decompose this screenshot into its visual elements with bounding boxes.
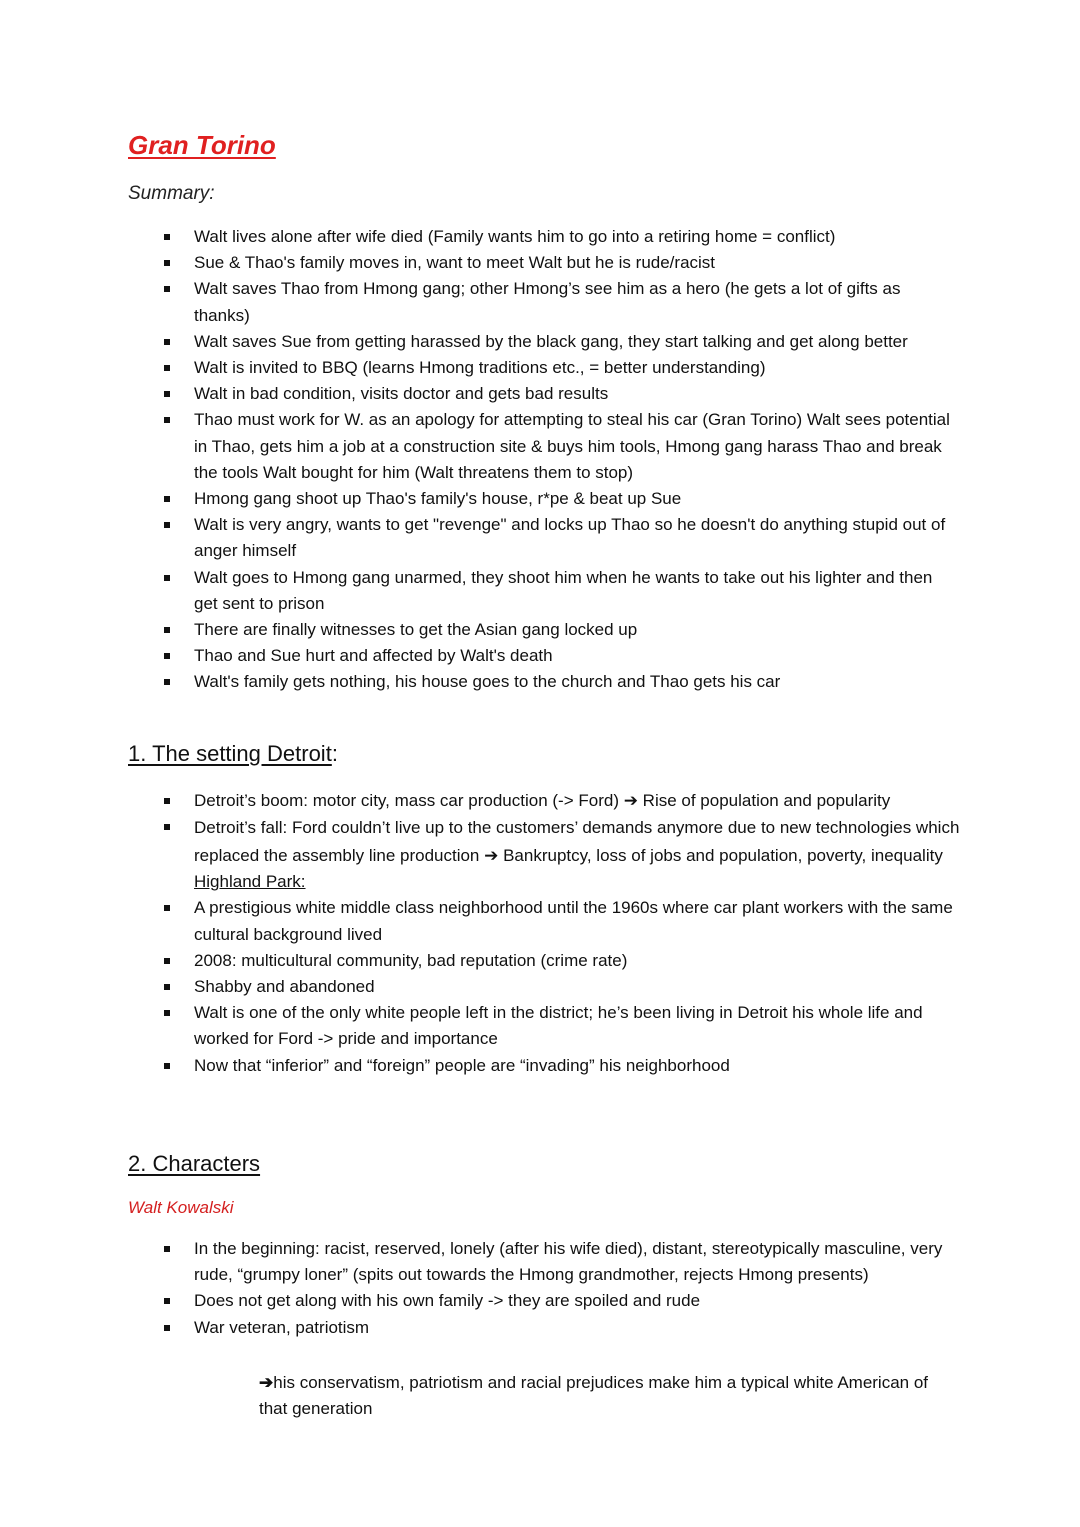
bullet-icon	[164, 496, 170, 502]
bullet-icon	[164, 824, 170, 830]
summary-label: Summary:	[128, 183, 215, 204]
list-item: Detroit’s fall: Ford couldn’t live up to the customers’ demands anymore due to new technologies which replaced the assembly line production ➔ Bankruptcy, loss of jobs and population, poverty, inequality	[0, 814, 1080, 869]
list-item: Walt saves Sue from getting harassed by the black gang, they start talking and get along better	[0, 329, 1080, 355]
list-item: Walt saves Thao from Hmong gang; other Hmong’s see him as a hero (he gets a lot of gifts as thanks)	[0, 276, 1080, 328]
setting-list	[0, 788, 1080, 1079]
bullet-icon	[164, 679, 170, 685]
bullet-icon	[164, 958, 170, 964]
list-item: Walt goes to Hmong gang unarmed, they shoot him when he wants to take out his lighter and then get sent to prison	[0, 565, 1080, 617]
bullet-icon	[164, 260, 170, 266]
bullet-icon	[164, 1246, 170, 1252]
character-name-walt: Walt Kowalski	[128, 1198, 234, 1217]
arrow-right-icon: ➔	[259, 1373, 274, 1392]
list-item: Does not get along with his own family -> they are spoiled and rude	[0, 1288, 1080, 1314]
walt-conclusion-note: ➔his conservatism, patriotism and racial prejudices make him a typical white American of that generation	[259, 1373, 929, 1419]
bullet-icon	[164, 1325, 170, 1331]
bullet-icon	[164, 339, 170, 345]
list-item: Thao must work for W. as an apology for attempting to steal his car (Gran Torino) Walt sees potential in Thao, gets him a job at a construction site & buys him tools, Hmong gang harass Thao and break the tools Walt bought for him (Walt threatens them to stop)	[0, 407, 1080, 486]
bullet-icon	[164, 286, 170, 292]
bullet-icon	[164, 653, 170, 659]
list-item: Walt is one of the only white people left in the district; he’s been living in Detroit his whole life and worked for Ford -> pride and importance	[0, 1000, 1080, 1052]
list-item: Sue & Thao's family moves in, want to meet Walt but he is rude/racist	[0, 250, 1080, 276]
bullet-icon	[164, 522, 170, 528]
list-item: Walt lives alone after wife died (Family wants him to go into a retiring home = conflict)	[0, 224, 1080, 250]
list-item: Shabby and abandoned	[0, 974, 1080, 1000]
summary-list	[0, 224, 1080, 696]
list-item: Walt is very angry, wants to get "revenge" and locks up Thao so he doesn't do anything stupid out of anger himself	[0, 512, 1080, 564]
bullet-icon	[164, 575, 170, 581]
list-item: Detroit’s boom: motor city, mass car production (-> Ford) ➔ Rise of population and popularity	[0, 788, 1080, 814]
list-item: Walt's family gets nothing, his house goes to the church and Thao gets his car	[0, 669, 1080, 695]
bullet-icon	[164, 798, 170, 804]
list-item: 2008: multicultural community, bad reputation (crime rate)	[0, 948, 1080, 974]
list-item: There are finally witnesses to get the Asian gang locked up	[0, 617, 1080, 643]
walt-list	[0, 1236, 1080, 1341]
bullet-icon	[164, 1063, 170, 1069]
list-item: War veteran, patriotism	[0, 1315, 1080, 1341]
bullet-icon	[164, 905, 170, 911]
list-item: Thao and Sue hurt and affected by Walt's death	[0, 643, 1080, 669]
list-item: Now that “inferior” and “foreign” people are “invading” his neighborhood	[0, 1053, 1080, 1079]
bullet-icon	[164, 1010, 170, 1016]
subheading-highland-park: Highland Park:	[194, 872, 306, 892]
bullet-icon	[164, 391, 170, 397]
list-item: In the beginning: racist, reserved, lonely (after his wife died), distant, stereotypically masculine, very rude, “grumpy loner” (spits out towards the Hmong grandmother, rejects Hmong presents)	[0, 1236, 1080, 1288]
bullet-icon	[164, 365, 170, 371]
list-item: Walt in bad condition, visits doctor and gets bad results	[0, 381, 1080, 407]
list-item: Walt is invited to BBQ (learns Hmong traditions etc., = better understanding)	[0, 355, 1080, 381]
section-heading-setting: 1. The setting Detroit:	[128, 741, 338, 766]
list-item: Hmong gang shoot up Thao's family's house, r*pe & beat up Sue	[0, 486, 1080, 512]
bullet-icon	[164, 984, 170, 990]
bullet-icon	[164, 1298, 170, 1304]
section-heading-characters: 2. Characters	[128, 1151, 261, 1176]
bullet-icon	[164, 627, 170, 633]
document-title: Gran Torino	[128, 130, 276, 160]
list-item: A prestigious white middle class neighborhood until the 1960s where car plant workers with the same cultural background lived	[0, 895, 1080, 947]
bullet-icon	[164, 234, 170, 240]
bullet-icon	[164, 417, 170, 423]
